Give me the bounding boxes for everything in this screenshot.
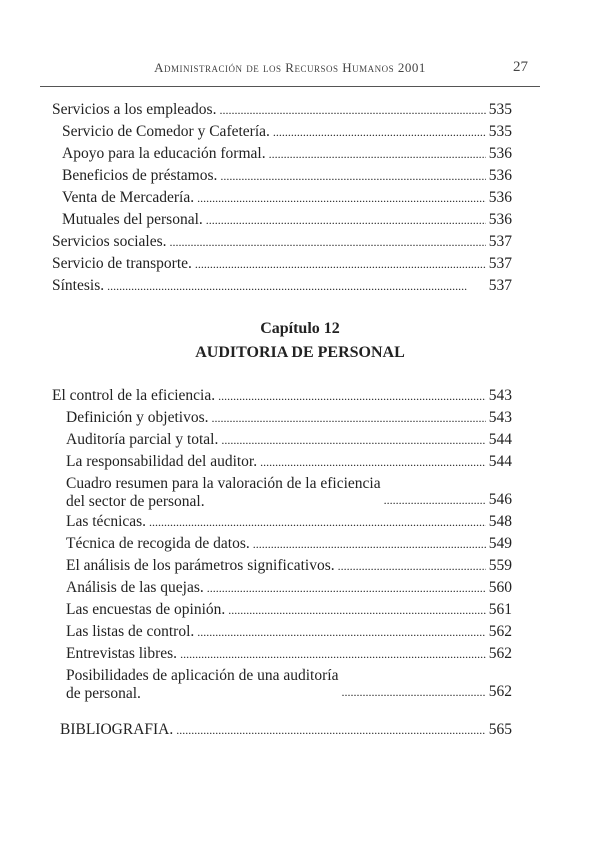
dot-leader — [269, 143, 486, 165]
toc-entry-page: 565 — [488, 721, 512, 738]
toc-entry-title-line: Cuadro resumen para la valoración de la eficiencia — [66, 475, 381, 492]
toc-entry-page: 543 — [488, 387, 512, 404]
dot-leader — [341, 681, 485, 703]
toc-entry — [52, 599, 512, 621]
toc-entry-page: 561 — [488, 601, 512, 618]
toc-entry-page: 536 — [488, 145, 512, 162]
toc-entry-title: Síntesis. — [52, 277, 105, 294]
toc-entry-title: Venta de Mercadería. — [62, 189, 195, 206]
toc-entry-title: Servicios a los empleados. — [52, 101, 217, 118]
toc-entry-page: 562 — [488, 683, 512, 700]
toc-entry — [52, 165, 512, 187]
toc-entry — [52, 231, 512, 253]
dot-leader — [273, 121, 486, 143]
dot-leader — [218, 385, 486, 407]
dot-leader — [170, 231, 486, 253]
toc-entry — [52, 187, 512, 209]
toc-entry-page: 535 — [488, 101, 512, 118]
toc-entry — [52, 555, 512, 577]
toc-entry-title — [66, 475, 381, 511]
toc-entry-page: 560 — [488, 579, 512, 596]
chapter-number: Capítulo 12 — [260, 320, 340, 337]
toc-entry-title: Las listas de control. — [66, 623, 195, 640]
chapter-title: AUDITORIA DE PERSONAL — [195, 344, 405, 361]
toc-entry-title: Auditoría parcial y total. — [66, 431, 219, 448]
toc-entry — [52, 429, 512, 451]
dot-leader — [220, 165, 485, 187]
toc-section-services — [52, 99, 512, 297]
toc-entry-page: 562 — [488, 645, 512, 662]
toc-entry-title: Apoyo para la educación formal. — [62, 145, 266, 162]
toc-entry — [52, 451, 512, 473]
dot-leader — [197, 187, 486, 209]
dot-leader — [338, 555, 486, 577]
dot-leader — [253, 533, 486, 555]
toc-entry-title: Mutuales del personal. — [62, 211, 203, 228]
toc-entry-page: 536 — [488, 167, 512, 184]
toc-entry-title: Las técnicas. — [66, 513, 147, 530]
toc-entry-title: Servicio de transporte. — [52, 255, 192, 272]
dot-leader — [180, 643, 486, 665]
toc-entry-title: Técnica de recogida de datos. — [66, 535, 250, 552]
toc-entry-page: 548 — [488, 513, 512, 530]
dot-leader — [260, 451, 486, 473]
toc-entry-title-line: de personal. — [66, 685, 141, 702]
toc-entry-title: El análisis de los parámetros significativos. — [66, 557, 335, 574]
toc-entry-title-line: del sector de personal. — [66, 493, 205, 510]
toc-entry — [52, 407, 512, 429]
toc-entry-page: 536 — [488, 211, 512, 228]
toc-entry-page: 543 — [488, 409, 512, 426]
toc-entry-title — [66, 667, 338, 703]
toc-entry — [52, 719, 512, 741]
page-number: 27 — [513, 59, 528, 75]
toc-entry-page: 537 — [488, 233, 512, 250]
toc-entry — [52, 577, 512, 599]
toc-entry — [52, 511, 512, 533]
running-header — [40, 60, 540, 87]
toc-entry-title: Servicios sociales. — [52, 233, 167, 250]
dot-leader — [228, 599, 485, 621]
toc-entry-page: 559 — [488, 557, 512, 574]
toc-entry-page: 536 — [488, 189, 512, 206]
toc-entry-title-line: Posibilidades de aplicación de una auditoría — [66, 667, 339, 684]
running-title: Administración de los Recursos Humanos 2001 — [154, 60, 426, 75]
dot-leader — [207, 577, 486, 599]
toc-entry — [52, 667, 512, 703]
dot-leader — [149, 511, 486, 533]
toc-entry — [52, 533, 512, 555]
toc-entry — [52, 121, 512, 143]
dot-leader — [384, 489, 486, 511]
dot-leader — [219, 99, 485, 121]
toc-entry-title: Servicio de Comedor y Cafetería. — [62, 123, 270, 140]
toc-entry-page: 544 — [488, 431, 512, 448]
toc-entry-page: 562 — [488, 623, 512, 640]
toc-entry-title: El control de la eficiencia. — [52, 387, 216, 404]
toc-entry-title: Entrevistas libres. — [66, 645, 178, 662]
toc-entry — [52, 385, 512, 407]
dot-leader — [221, 429, 485, 451]
dot-leader — [197, 621, 485, 643]
toc-entry-page: 544 — [488, 453, 512, 470]
dot-leader — [195, 253, 486, 275]
toc-entry — [52, 643, 512, 665]
toc-entry-title: Análisis de las quejas. — [66, 579, 204, 596]
toc-entry-page: 537 — [488, 255, 512, 272]
toc-entry — [52, 275, 512, 297]
toc-entry-page: 546 — [488, 491, 512, 508]
dot-leader — [107, 275, 486, 297]
toc-entry — [52, 621, 512, 643]
toc-entry-page: 549 — [488, 535, 512, 552]
toc-entry-page: 535 — [488, 123, 512, 140]
toc-entry-title: Beneficios de préstamos. — [62, 167, 218, 184]
toc-entry — [52, 99, 512, 121]
toc-entry-title: Las encuestas de opinión. — [66, 601, 226, 618]
dot-leader — [206, 209, 486, 231]
toc-entry — [52, 475, 512, 511]
toc-entry-page: 537 — [488, 277, 512, 294]
toc-entry — [52, 253, 512, 275]
dot-leader — [212, 407, 486, 429]
toc-entry-title: La responsabilidad del auditor. — [66, 453, 258, 470]
toc-entry — [52, 209, 512, 231]
toc-section-audit — [52, 385, 512, 741]
dot-leader — [176, 719, 486, 741]
toc-entry-title: BIBLIOGRAFIA. — [60, 721, 174, 738]
toc-entry — [52, 143, 512, 165]
toc-entry-title: Definición y objetivos. — [66, 409, 209, 426]
